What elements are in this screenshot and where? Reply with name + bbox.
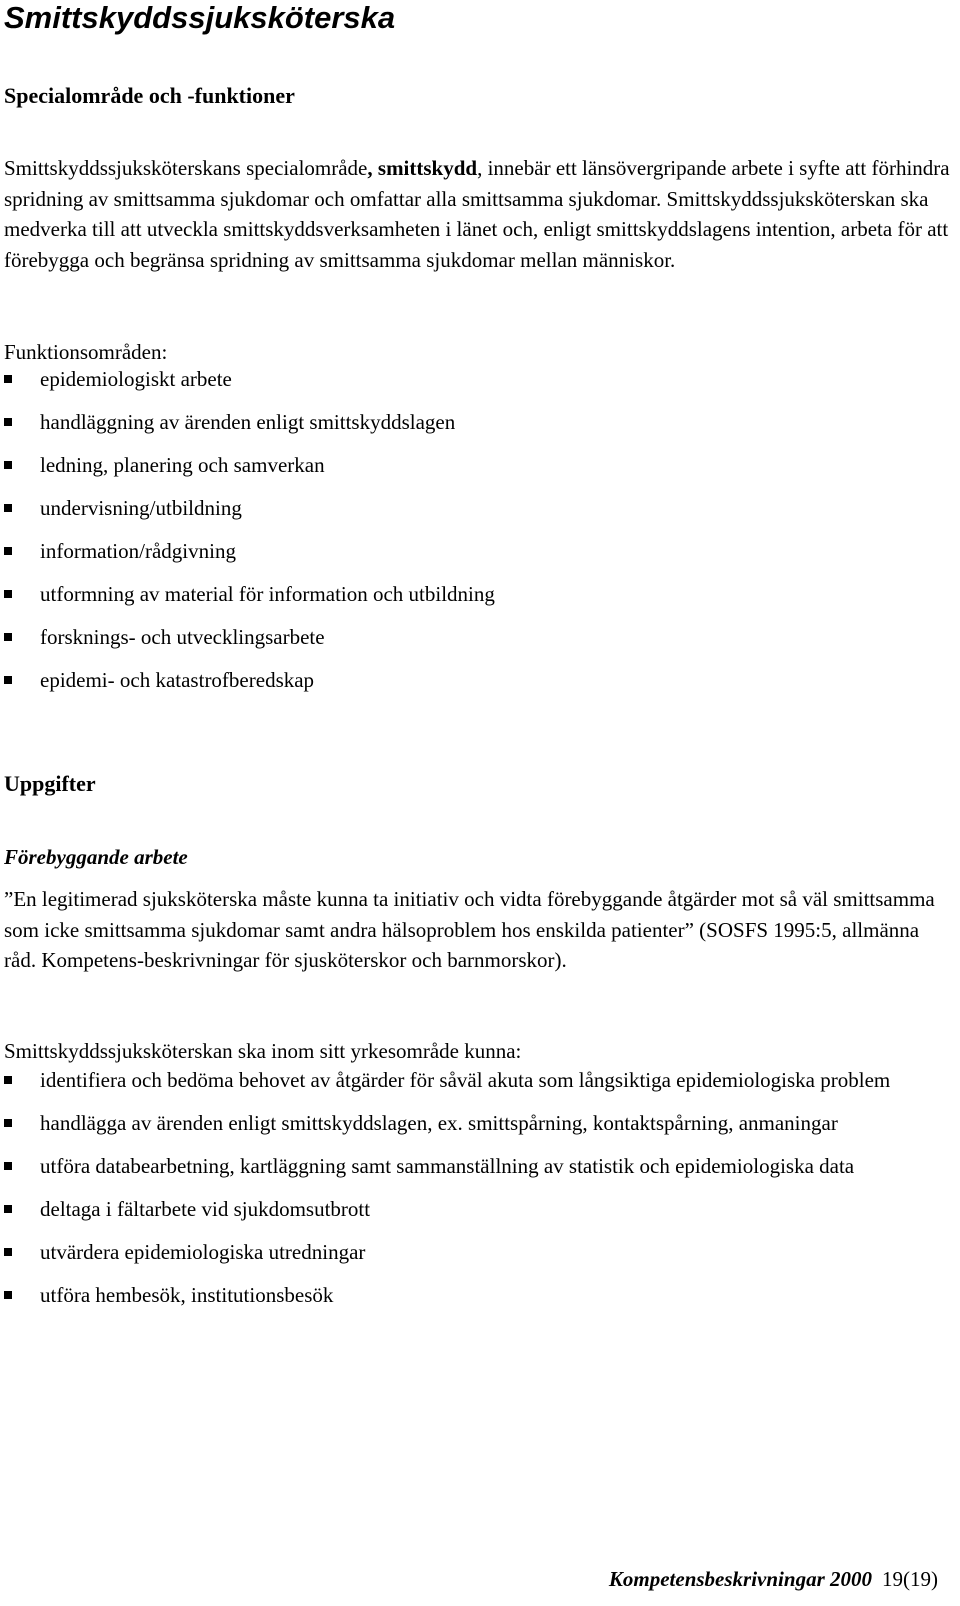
square-bullet-icon xyxy=(4,375,12,383)
function-item xyxy=(0,407,950,438)
square-bullet-icon xyxy=(4,1119,12,1127)
page-footer xyxy=(609,1565,938,1593)
page-title: Smittskyddssjuksköterska xyxy=(4,0,396,35)
function-item-text: ledning, planering och samverkan xyxy=(40,453,325,477)
page-number: 19(19) xyxy=(882,1567,938,1591)
task-item xyxy=(0,1108,950,1139)
tasks-label: Smittskyddssjuksköterskan ska inom sitt yrkesområde kunna: xyxy=(4,1039,522,1063)
square-bullet-icon xyxy=(4,590,12,598)
section-heading-uppgifter: Uppgifter xyxy=(4,771,96,796)
intro-text-bold: , smittskydd xyxy=(367,156,478,180)
square-bullet-icon xyxy=(4,1291,12,1299)
task-item xyxy=(0,1280,950,1311)
square-bullet-icon xyxy=(4,676,12,684)
function-item-text: information/rådgivning xyxy=(40,539,236,563)
square-bullet-icon xyxy=(4,1076,12,1084)
function-item-text: undervisning/utbildning xyxy=(40,496,242,520)
square-bullet-icon xyxy=(4,461,12,469)
task-item xyxy=(0,1151,950,1182)
function-item xyxy=(0,364,950,395)
task-item xyxy=(0,1065,950,1096)
intro-text-start: Smittskyddssjuksköterskans specialområde xyxy=(4,156,368,180)
task-item xyxy=(0,1237,950,1268)
function-item xyxy=(0,493,950,524)
function-item xyxy=(0,450,950,481)
intro-paragraph xyxy=(4,153,954,275)
subheading-forebyggande: Förebyggande arbete xyxy=(4,845,188,869)
task-item-text: handlägga av ärenden enligt smittskyddslagen, ex. smittspårning, kontaktspårning, anmaningar xyxy=(40,1111,838,1135)
function-item-text: forsknings- och utvecklingsarbete xyxy=(40,625,325,649)
function-item xyxy=(0,579,950,610)
quote-paragraph: ”En legitimerad sjuksköterska måste kunna ta initiativ och vidta förebyggande åtgärder mot så väl smittsamma som icke smittsamma sjukdomar samt andra hälsoproblem hos enskilda patienter” (SOSFS 1995:5, allmänna råd. Kompetens-beskrivningar för sjusköterskor och barnmorskor). xyxy=(4,887,935,972)
function-item-text: epidemiologiskt arbete xyxy=(40,367,232,391)
square-bullet-icon xyxy=(4,418,12,426)
footer-title: Kompetensbeskrivningar 2000 xyxy=(608,1567,872,1591)
tasks-list xyxy=(0,1065,950,1323)
task-item xyxy=(0,1194,950,1225)
function-item-text: utformning av material för information och utbildning xyxy=(40,582,495,606)
task-item-text: utvärdera epidemiologiska utredningar xyxy=(40,1240,366,1264)
task-item-text: deltaga i fältarbete vid sjukdomsutbrott xyxy=(40,1197,371,1221)
functions-label: Funktionsområden: xyxy=(4,340,168,364)
square-bullet-icon xyxy=(4,1205,12,1213)
function-item-text: epidemi- och katastrofberedskap xyxy=(40,668,315,692)
section-heading-specialomrade: Specialområde och -funktioner xyxy=(4,83,295,108)
function-item xyxy=(0,622,950,653)
task-item-text: identifiera och bedöma behovet av åtgärder för såväl akuta som långsiktiga epidemiologiska problem xyxy=(40,1068,891,1092)
square-bullet-icon xyxy=(4,633,12,641)
square-bullet-icon xyxy=(4,1162,12,1170)
square-bullet-icon xyxy=(4,1248,12,1256)
square-bullet-icon xyxy=(4,547,12,555)
function-item xyxy=(0,536,950,567)
function-item xyxy=(0,665,950,696)
function-item-text: handläggning av ärenden enligt smittskyddslagen xyxy=(40,410,456,434)
functions-list xyxy=(0,364,950,708)
intro-text-end: , innebär ett länsövergripande arbete i syfte att förhindra spridning av smittsamma sjukdomar och omfattar alla smittsamma sjukdomar. Smittskyddssjuksköterskan ska medverka till att utveckla smittskyddsverksamheten i länet och, enligt smittskyddslagens intention, arbeta för att förebygga och begränsa spridning av smittsamma sjukdomar mellan människor. xyxy=(4,156,950,272)
task-item-text: utföra databearbetning, kartläggning samt sammanställning av statistik och epidemiologiska data xyxy=(40,1154,855,1178)
task-item-text: utföra hembesök, institutionsbesök xyxy=(40,1283,334,1307)
square-bullet-icon xyxy=(4,504,12,512)
